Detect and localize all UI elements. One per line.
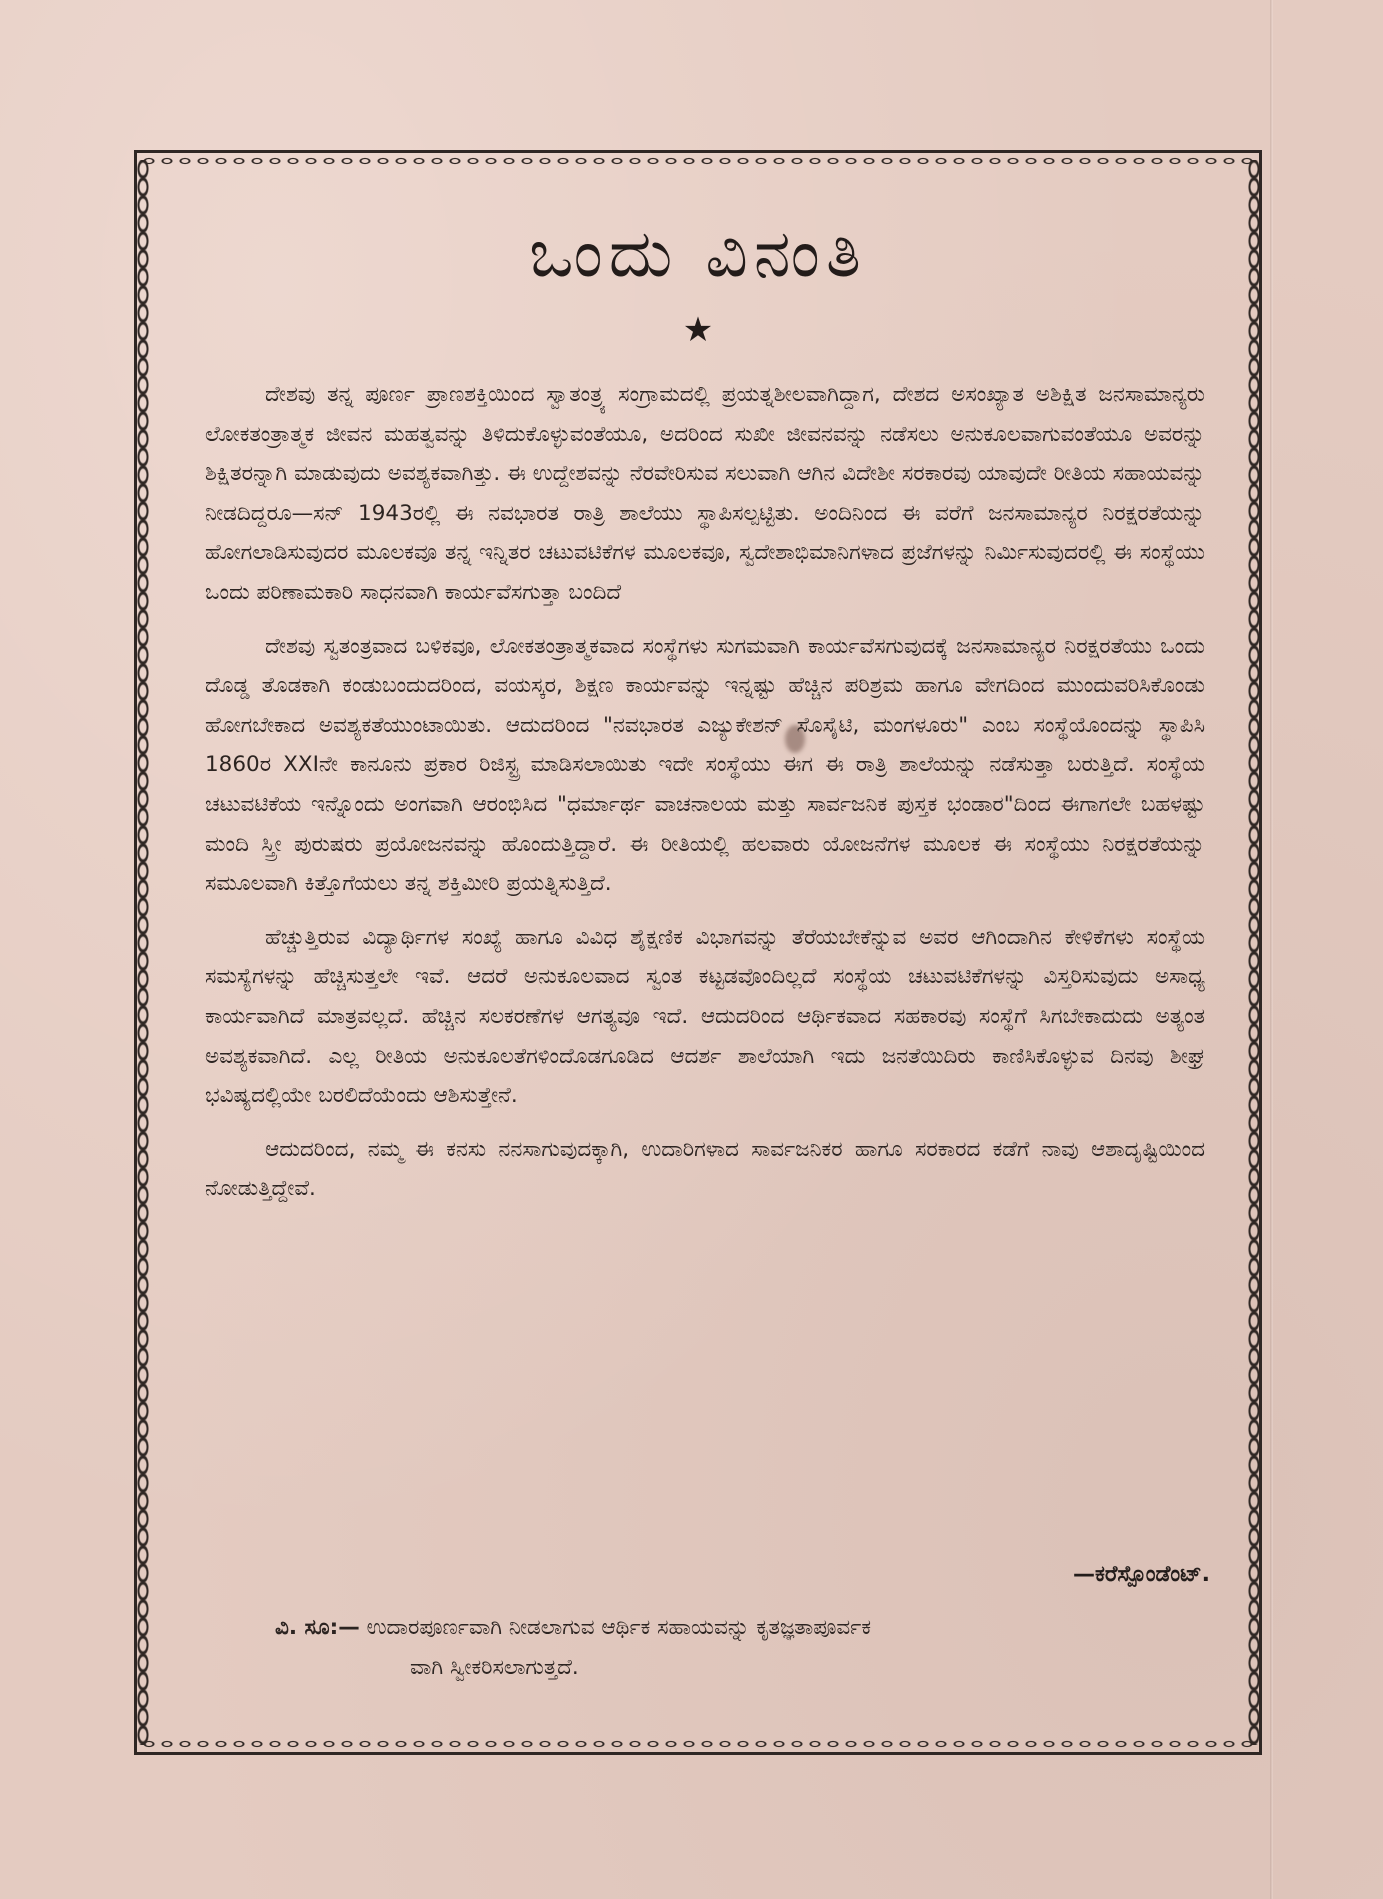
notice-title: ಒಂದು ವಿನಂತಿ [529, 215, 867, 292]
paragraph: ದೇಶವು ಸ್ವತಂತ್ರವಾದ ಬಳಿಕವೂ, ಲೋಕತಂತ್ರಾತ್ಮಕವಾದ ಸಂಸ್ಥೆಗಳು ಸುಗಮವಾಗಿ ಕಾರ್ಯವೆಸಗುವುದಕ್ಕೆ ಜನಸಾಮಾನ್ಯರ ನಿರಕ್ಷರತೆಯು ಒಂದು ದೊಡ್ಡ ತೊಡಕಾಗಿ ಕಂಡುಬಂದುದರಿಂದ, ವಯಸ್ಕರ, ಶಿಕ್ಷಣ ಕಾರ್ಯವನ್ನು ಇನ್ನಷ್ಟು ಹೆಚ್ಚಿನ ಪರಿಶ್ರಮ ಹಾಗೂ ವೇಗದಿಂದ ಮುಂದುವರಿಸಿಕೊಂಡು ಹೋಗಬೇಕಾದ ಅವಶ್ಯಕತೆಯುಂಟಾಯಿತು. ಆದುದರಿಂದ "ನವಭಾರತ ಎಜ್ಯುಕೇಶನ್ ಸೊಸೈಟಿ, ಮಂಗಳೂರು" ಎಂಬ ಸಂಸ್ಥೆಯೊಂದನ್ನು ಸ್ಥಾಪಿಸಿ 1860ರ XXIನೇ ಕಾನೂನು ಪ್ರಕಾರ ರಿಜಿಸ್ಟ್ರ ಮಾಡಿಸಲಾಯಿತು ಇದೇ ಸಂಸ್ಥೆಯು ಈಗ ಈ ರಾತ್ರಿ ಶಾಲೆಯನ್ನು ನಡೆಸುತ್ತಾ ಬರುತ್ತಿದೆ. ಸಂಸ್ಥೆಯ ಚಟುವಟಿಕೆಯ ಇನ್ನೊಂದು ಅಂಗವಾಗಿ ಆರಂಭಿಸಿದ "ಧರ್ಮಾರ್ಥ ವಾಚನಾಲಯ ಮತ್ತು ಸಾರ್ವಜನಿಕ ಪುಸ್ತಕ ಭಂಡಾರ"ದಿಂದ ಈಗಾಗಲೇ ಬಹಳಷ್ಟು ಮಂದಿ ಸ್ತ್ರೀ ಪುರುಷರು ಪ್ರಯೋಜನವನ್ನು ಹೊಂದುತ್ತಿದ್ದಾರೆ. ಈ ರೀತಿಯಲ್ಲಿ ಹಲವಾರು ಯೋಜನೆಗಳ ಮೂಲಕ ಈ ಸಂಸ್ಥೆಯು ನಿರಕ್ಷರತೆಯನ್ನು ಸಮೂಲವಾಗಿ ಕಿತ್ತೊಗೆಯಲು ತನ್ನ ಶಕ್ತಿಮೀರಿ ಪ್ರಯತ್ನಿಸುತ್ತಿದೆ. [205, 633, 1205, 897]
paragraph: ಹೆಚ್ಚುತ್ತಿರುವ ವಿದ್ಯಾರ್ಥಿಗಳ ಸಂಖ್ಯೆ ಹಾಗೂ ವಿವಿಧ ಶೈಕ್ಷಣಿಕ ವಿಭಾಗವನ್ನು ತೆರೆಯಬೇಕೆನ್ನುವ ಅವರ ಆಗಿಂದಾಗಿನ ಕೇಳಿಕೆಗಳು ಸಂಸ್ಥೆಯ ಸಮಸ್ಯೆಗಳನ್ನು ಹೆಚ್ಚಿಸುತ್ತಲೇ ಇವೆ. ಆದರೆ ಅನುಕೂಲವಾದ ಸ್ವಂತ ಕಟ್ಟಡವೊಂದಿಲ್ಲದೆ ಸಂಸ್ಥೆಯ ಚಟುವಟಿಕೆಗಳನ್ನು ವಿಸ್ತರಿಸುವುದು ಅಸಾಧ್ಯ ಕಾರ್ಯವಾಗಿದೆ ಮಾತ್ರವಲ್ಲದೆ. ಹೆಚ್ಚಿನ ಸಲಕರಣೆಗಳ ಆಗತ್ಯವೂ ಇದೆ. ಆದುದರಿಂದ ಆರ್ಥಿಕವಾದ ಸಹಕಾರವು ಸಂಸ್ಥೆಗೆ ಸಿಗಬೇಕಾದುದು ಅತ್ಯಂತ ಅವಶ್ಯಕವಾಗಿದೆ. ಎಲ್ಲ ರೀತಿಯ ಅನುಕೂಲತೆಗಳಿಂದೊಡಗೂಡಿದ ಆದರ್ಶ ಶಾಲೆಯಾಗಿ ಇದು ಜನತೆಯಿದಿರು ಕಾಣಿಸಿಕೊಳ್ಳುವ ದಿನವು ಶೀಘ್ರ ಭವಿಷ್ಯದಲ್ಲಿಯೇ ಬರಲಿದೆಯೆಂದು ಆಶಿಸುತ್ತೇನೆ. [205, 924, 1205, 1109]
paragraph: ದೇಶವು ತನ್ನ ಪೂರ್ಣ ಪ್ರಾಣಶಕ್ತಿಯಿಂದ ಸ್ವಾತಂತ್ರ್ಯ ಸಂಗ್ರಾಮದಲ್ಲಿ ಪ್ರಯತ್ನಶೀಲವಾಗಿದ್ದಾಗ, ದೇಶದ ಅಸಂಖ್ಯಾತ ಅಶಿಕ್ಷಿತ ಜನಸಾಮಾನ್ಯರು ಲೋಕತಂತ್ರಾತ್ಮಕ ಜೀವನ ಮಹತ್ವವನ್ನು ತಿಳಿದುಕೊಳ್ಳುವಂತೆಯೂ, ಅದರಿಂದ ಸುಖೀ ಜೀವನವನ್ನು ನಡೆಸಲು ಅನುಕೂಲವಾಗುವಂತೆಯೂ ಅವರನ್ನು ಶಿಕ್ಷಿತರನ್ನಾಗಿ ಮಾಡುವುದು ಅವಶ್ಯಕವಾಗಿತ್ತು. ಈ ಉದ್ದೇಶವನ್ನು ನೆರವೇರಿಸುವ ಸಲುವಾಗಿ ಆಗಿನ ವಿದೇಶೀ ಸರಕಾರವು ಯಾವುದೇ ರೀತಿಯ ಸಹಾಯವನ್ನು ನೀಡದಿದ್ದರೂ—ಸನ್ 1943ರಲ್ಲಿ ಈ ನವಭಾರತ ರಾತ್ರಿ ಶಾಲೆಯು ಸ್ಥಾಪಿಸಲ್ಪಟ್ಟಿತು. ಅಂದಿನಿಂದ ಈ ವರೆಗೆ ಜನಸಾಮಾನ್ಯರ ನಿರಕ್ಷರತೆಯನ್ನು ಹೋಗಲಾಡಿಸುವುದರ ಮೂಲಕವೂ ತನ್ನ ಇನ್ನಿತರ ಚಟುವಟಿಕೆಗಳ ಮೂಲಕವೂ, ಸ್ವದೇಶಾಭಿಮಾನಿಗಳಾದ ಪ್ರಜೆಗಳನ್ನು ನಿರ್ಮಿಸುವುದರಲ್ಲಿ ಈ ಸಂಸ್ಥೆಯು ಒಂದು ಪರಿಣಾಮಕಾರಿ ಸಾಧನವಾಗಿ ಕಾರ್ಯವೆಸಗುತ್ತಾ ಬಂದಿದೆ [205, 382, 1205, 605]
footnote-text-2: ವಾಗಿ ಸ್ವೀಕರಿಸಲಾಗುತ್ತದೆ. [410, 1655, 579, 1680]
paper-fold [1270, 0, 1273, 1899]
footnote-text-1: ಉದಾರಪೂರ್ಣವಾಗಿ ನೀಡಲಾಗುವ ಆರ್ಥಿಕ ಸಹಾಯವನ್ನು ಕೃತಜ್ಞತಾಪೂರ್ವಕ [366, 1615, 871, 1640]
star-ornament: ★ [682, 310, 714, 350]
paragraph: ಆದುದರಿಂದ, ನಮ್ಮ ಈ ಕನಸು ನನಸಾಗುವುದಕ್ಕಾಗಿ, ಉದಾರಿಗಳಾದ ಸಾರ್ವಜನಿಕರ ಹಾಗೂ ಸರಕಾರದ ಕಡೆಗೆ ನಾವು ಆಶಾದೃಷ್ಟಿಯಿಂದ ನೋಡುತ್ತಿದ್ದೇವೆ. [205, 1136, 1205, 1202]
footnote-label: ವಿ. ಸೂ:— [275, 1615, 360, 1640]
footnote-line-1 [275, 1608, 1215, 1648]
footnote [275, 1608, 1215, 1688]
notice-body [205, 375, 1205, 1223]
signature: —ಕರೆಸ್ಪೊಂಡೆಂಟ್. [1073, 1562, 1210, 1587]
